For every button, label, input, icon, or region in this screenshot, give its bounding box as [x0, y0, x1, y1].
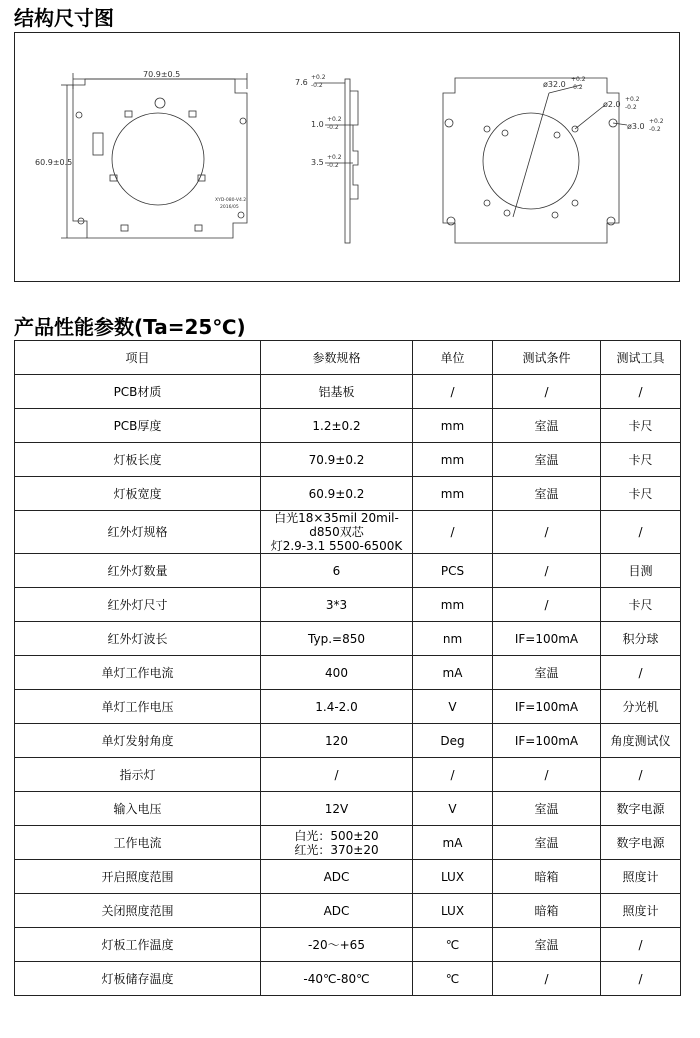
back-board-outline [443, 78, 619, 243]
cell-spec: -20～+65 [261, 928, 413, 962]
cell-spec: 12V [261, 792, 413, 826]
cell-condition: / [493, 554, 601, 588]
cell-tool: 角度测试仪 [601, 724, 681, 758]
params-heading: 产品性能参数(Ta=25℃) [14, 315, 246, 339]
cell-condition: 暗箱 [493, 894, 601, 928]
back-board-corner-hole-1 [445, 119, 453, 127]
side-top-label: 7.6 [295, 78, 308, 87]
cell-spec-line-2: 灯2.9-3.1 5500-6500K [270, 539, 403, 553]
back-board-hole-8 [552, 212, 558, 218]
structure-drawing [14, 32, 680, 282]
side-bot-tol-minus: -0.2 [327, 162, 339, 169]
front-board-mount-hole-1 [76, 112, 82, 118]
table-row [15, 622, 681, 656]
drawing-svg [15, 33, 681, 283]
hole-big-tol-minus: -0.2 [571, 84, 583, 91]
side-top-tol-minus: -0.2 [311, 82, 323, 89]
cell-tool: / [601, 758, 681, 792]
cell-item: 红外灯波长 [15, 622, 261, 656]
cell-item: 开启照度范围 [15, 860, 261, 894]
cell-unit: LUX [413, 894, 493, 928]
table-row [15, 409, 681, 443]
cell-tool: 照度计 [601, 860, 681, 894]
front-board-connector [93, 133, 103, 155]
back-board-hole-7 [504, 210, 510, 216]
cell-tool: 分光机 [601, 690, 681, 724]
header-unit: 单位 [413, 341, 493, 375]
cell-tool: 卡尺 [601, 588, 681, 622]
structure-heading: 结构尺寸图 [14, 6, 114, 30]
cell-spec [261, 826, 413, 860]
table-row [15, 758, 681, 792]
back-board-leader-small [613, 123, 627, 125]
params-table [14, 340, 681, 996]
back-board-hole-3 [484, 200, 490, 206]
hole-mid-tol-plus: +0.2 [625, 96, 640, 103]
table-row [15, 860, 681, 894]
cell-unit: mm [413, 477, 493, 511]
cell-unit: V [413, 690, 493, 724]
cell-unit: LUX [413, 860, 493, 894]
height-dim-label: 60.9±0.5 [35, 158, 73, 167]
width-dim-label: 70.9±0.5 [143, 70, 181, 79]
front-board-mount-hole-4 [238, 212, 244, 218]
cell-condition: / [493, 375, 601, 409]
cell-spec: 6 [261, 554, 413, 588]
cell-tool: 卡尺 [601, 477, 681, 511]
cell-condition: IF=100mA [493, 724, 601, 758]
cell-spec-line-1: 白光18×35mil 20mil-d850双芯 [274, 511, 399, 539]
cell-item: 灯板宽度 [15, 477, 261, 511]
cell-condition: 室温 [493, 409, 601, 443]
header-item: 项目 [15, 341, 261, 375]
cell-condition: IF=100mA [493, 622, 601, 656]
hole-small-tol-minus: -0.2 [649, 126, 661, 133]
side-mid-tol-minus: -0.2 [327, 124, 339, 131]
front-board-center-led [155, 98, 165, 108]
cell-item: 灯板储存温度 [15, 962, 261, 996]
table-row [15, 792, 681, 826]
cell-item: 单灯工作电流 [15, 656, 261, 690]
hole-mid-tol-minus: -0.2 [625, 104, 637, 111]
cell-unit: mA [413, 826, 493, 860]
cell-spec-line-2: 红光：370±20 [294, 842, 379, 857]
cell-spec: ADC [261, 860, 413, 894]
cell-unit: PCS [413, 554, 493, 588]
cell-tool: / [601, 656, 681, 690]
cell-item: 红外灯尺寸 [15, 588, 261, 622]
cell-tool: / [601, 962, 681, 996]
cell-condition: / [493, 962, 601, 996]
cell-unit: ℃ [413, 928, 493, 962]
cell-unit: mm [413, 588, 493, 622]
side-bot-label: 3.5 [311, 158, 324, 167]
side-view-components [350, 91, 358, 199]
cell-condition: 暗箱 [493, 860, 601, 894]
front-board-led-1 [125, 111, 132, 117]
cell-spec: 120 [261, 724, 413, 758]
cell-spec: ADC [261, 894, 413, 928]
back-board-hole-5 [502, 130, 508, 136]
cell-item: 灯板长度 [15, 443, 261, 477]
cell-spec: -40℃-80℃ [261, 962, 413, 996]
back-board-corner-hole-4 [607, 217, 615, 225]
cell-spec-line-1: 白光：500±20 [294, 828, 379, 843]
cell-unit: ℃ [413, 962, 493, 996]
table-row [15, 928, 681, 962]
hole-big-label: ø32.0 [543, 80, 566, 89]
cell-item: 红外灯规格 [15, 511, 261, 554]
cell-tool: 卡尺 [601, 443, 681, 477]
cell-item: 关闭照度范围 [15, 894, 261, 928]
table-row [15, 477, 681, 511]
header-spec: 参数规格 [261, 341, 413, 375]
hole-mid-label: ø2.0 [603, 100, 621, 109]
table-row [15, 443, 681, 477]
cell-tool: 数字电源 [601, 826, 681, 860]
table-row [15, 724, 681, 758]
back-board-lens-hole [483, 113, 579, 209]
hole-big-tol-plus: +0.2 [571, 76, 586, 83]
cell-unit: / [413, 511, 493, 554]
cell-spec: 3*3 [261, 588, 413, 622]
cell-item: PCB材质 [15, 375, 261, 409]
table-header-row [15, 341, 681, 375]
cell-condition: / [493, 588, 601, 622]
cell-unit: / [413, 758, 493, 792]
cell-spec: 60.9±0.2 [261, 477, 413, 511]
table-row [15, 588, 681, 622]
cell-condition: 室温 [493, 792, 601, 826]
table-row [15, 894, 681, 928]
front-board-outline [73, 79, 247, 238]
cell-item: 红外灯数量 [15, 554, 261, 588]
cell-spec: Typ.=850 [261, 622, 413, 656]
cell-unit: mm [413, 443, 493, 477]
cell-tool: 数字电源 [601, 792, 681, 826]
cell-tool: 积分球 [601, 622, 681, 656]
cell-condition: 室温 [493, 656, 601, 690]
cell-spec: / [261, 758, 413, 792]
cell-condition: 室温 [493, 477, 601, 511]
cell-tool: 目测 [601, 554, 681, 588]
cell-unit: nm [413, 622, 493, 656]
table-row [15, 554, 681, 588]
table-row [15, 690, 681, 724]
back-board-hole-6 [554, 132, 560, 138]
cell-spec: 70.9±0.2 [261, 443, 413, 477]
side-view-board [345, 79, 350, 243]
cell-item: 单灯发射角度 [15, 724, 261, 758]
cell-item: PCB厚度 [15, 409, 261, 443]
cell-condition: IF=100mA [493, 690, 601, 724]
side-bot-tol-plus: +0.2 [327, 154, 342, 161]
back-board-hole-1 [484, 126, 490, 132]
board-mark-1: XYD-080-V4.2 [215, 198, 247, 203]
cell-unit: V [413, 792, 493, 826]
cell-item: 输入电压 [15, 792, 261, 826]
cell-tool: / [601, 511, 681, 554]
back-board-corner-hole-3 [447, 217, 455, 225]
front-board-led-6 [195, 225, 202, 231]
front-board-led-2 [189, 111, 196, 117]
cell-spec: 1.4-2.0 [261, 690, 413, 724]
cell-condition: / [493, 758, 601, 792]
cell-spec: 1.2±0.2 [261, 409, 413, 443]
cell-item: 灯板工作温度 [15, 928, 261, 962]
cell-unit: / [413, 375, 493, 409]
front-board-mount-hole-2 [240, 118, 246, 124]
cell-tool: / [601, 375, 681, 409]
back-board-leader-mid [575, 105, 605, 129]
cell-unit: mA [413, 656, 493, 690]
cell-unit: mm [413, 409, 493, 443]
back-board-diameter-line [513, 93, 549, 217]
cell-item: 指示灯 [15, 758, 261, 792]
side-mid-label: 1.0 [311, 120, 324, 129]
cell-condition: 室温 [493, 928, 601, 962]
cell-spec: 铝基板 [261, 375, 413, 409]
cell-condition: 室温 [493, 826, 601, 860]
cell-condition: / [493, 511, 601, 554]
table-row [15, 511, 681, 554]
front-board-led-5 [121, 225, 128, 231]
header-condition: 测试条件 [493, 341, 601, 375]
side-top-tol-plus: +0.2 [311, 74, 326, 81]
hole-small-label: ø3.0 [627, 122, 645, 131]
cell-spec [261, 511, 413, 554]
cell-condition: 室温 [493, 443, 601, 477]
table-row [15, 962, 681, 996]
table-row [15, 656, 681, 690]
cell-spec: 400 [261, 656, 413, 690]
board-mark-2: 2016/05 [220, 205, 239, 210]
header-tool: 测试工具 [601, 341, 681, 375]
cell-item: 工作电流 [15, 826, 261, 860]
table-row [15, 826, 681, 860]
hole-small-tol-plus: +0.2 [649, 118, 664, 125]
back-board-hole-4 [572, 200, 578, 206]
cell-item: 单灯工作电压 [15, 690, 261, 724]
cell-unit: Deg [413, 724, 493, 758]
cell-tool: 照度计 [601, 894, 681, 928]
front-board-lens-hole [112, 113, 204, 205]
cell-tool: 卡尺 [601, 409, 681, 443]
side-mid-tol-plus: +0.2 [327, 116, 342, 123]
cell-tool: / [601, 928, 681, 962]
table-row [15, 375, 681, 409]
